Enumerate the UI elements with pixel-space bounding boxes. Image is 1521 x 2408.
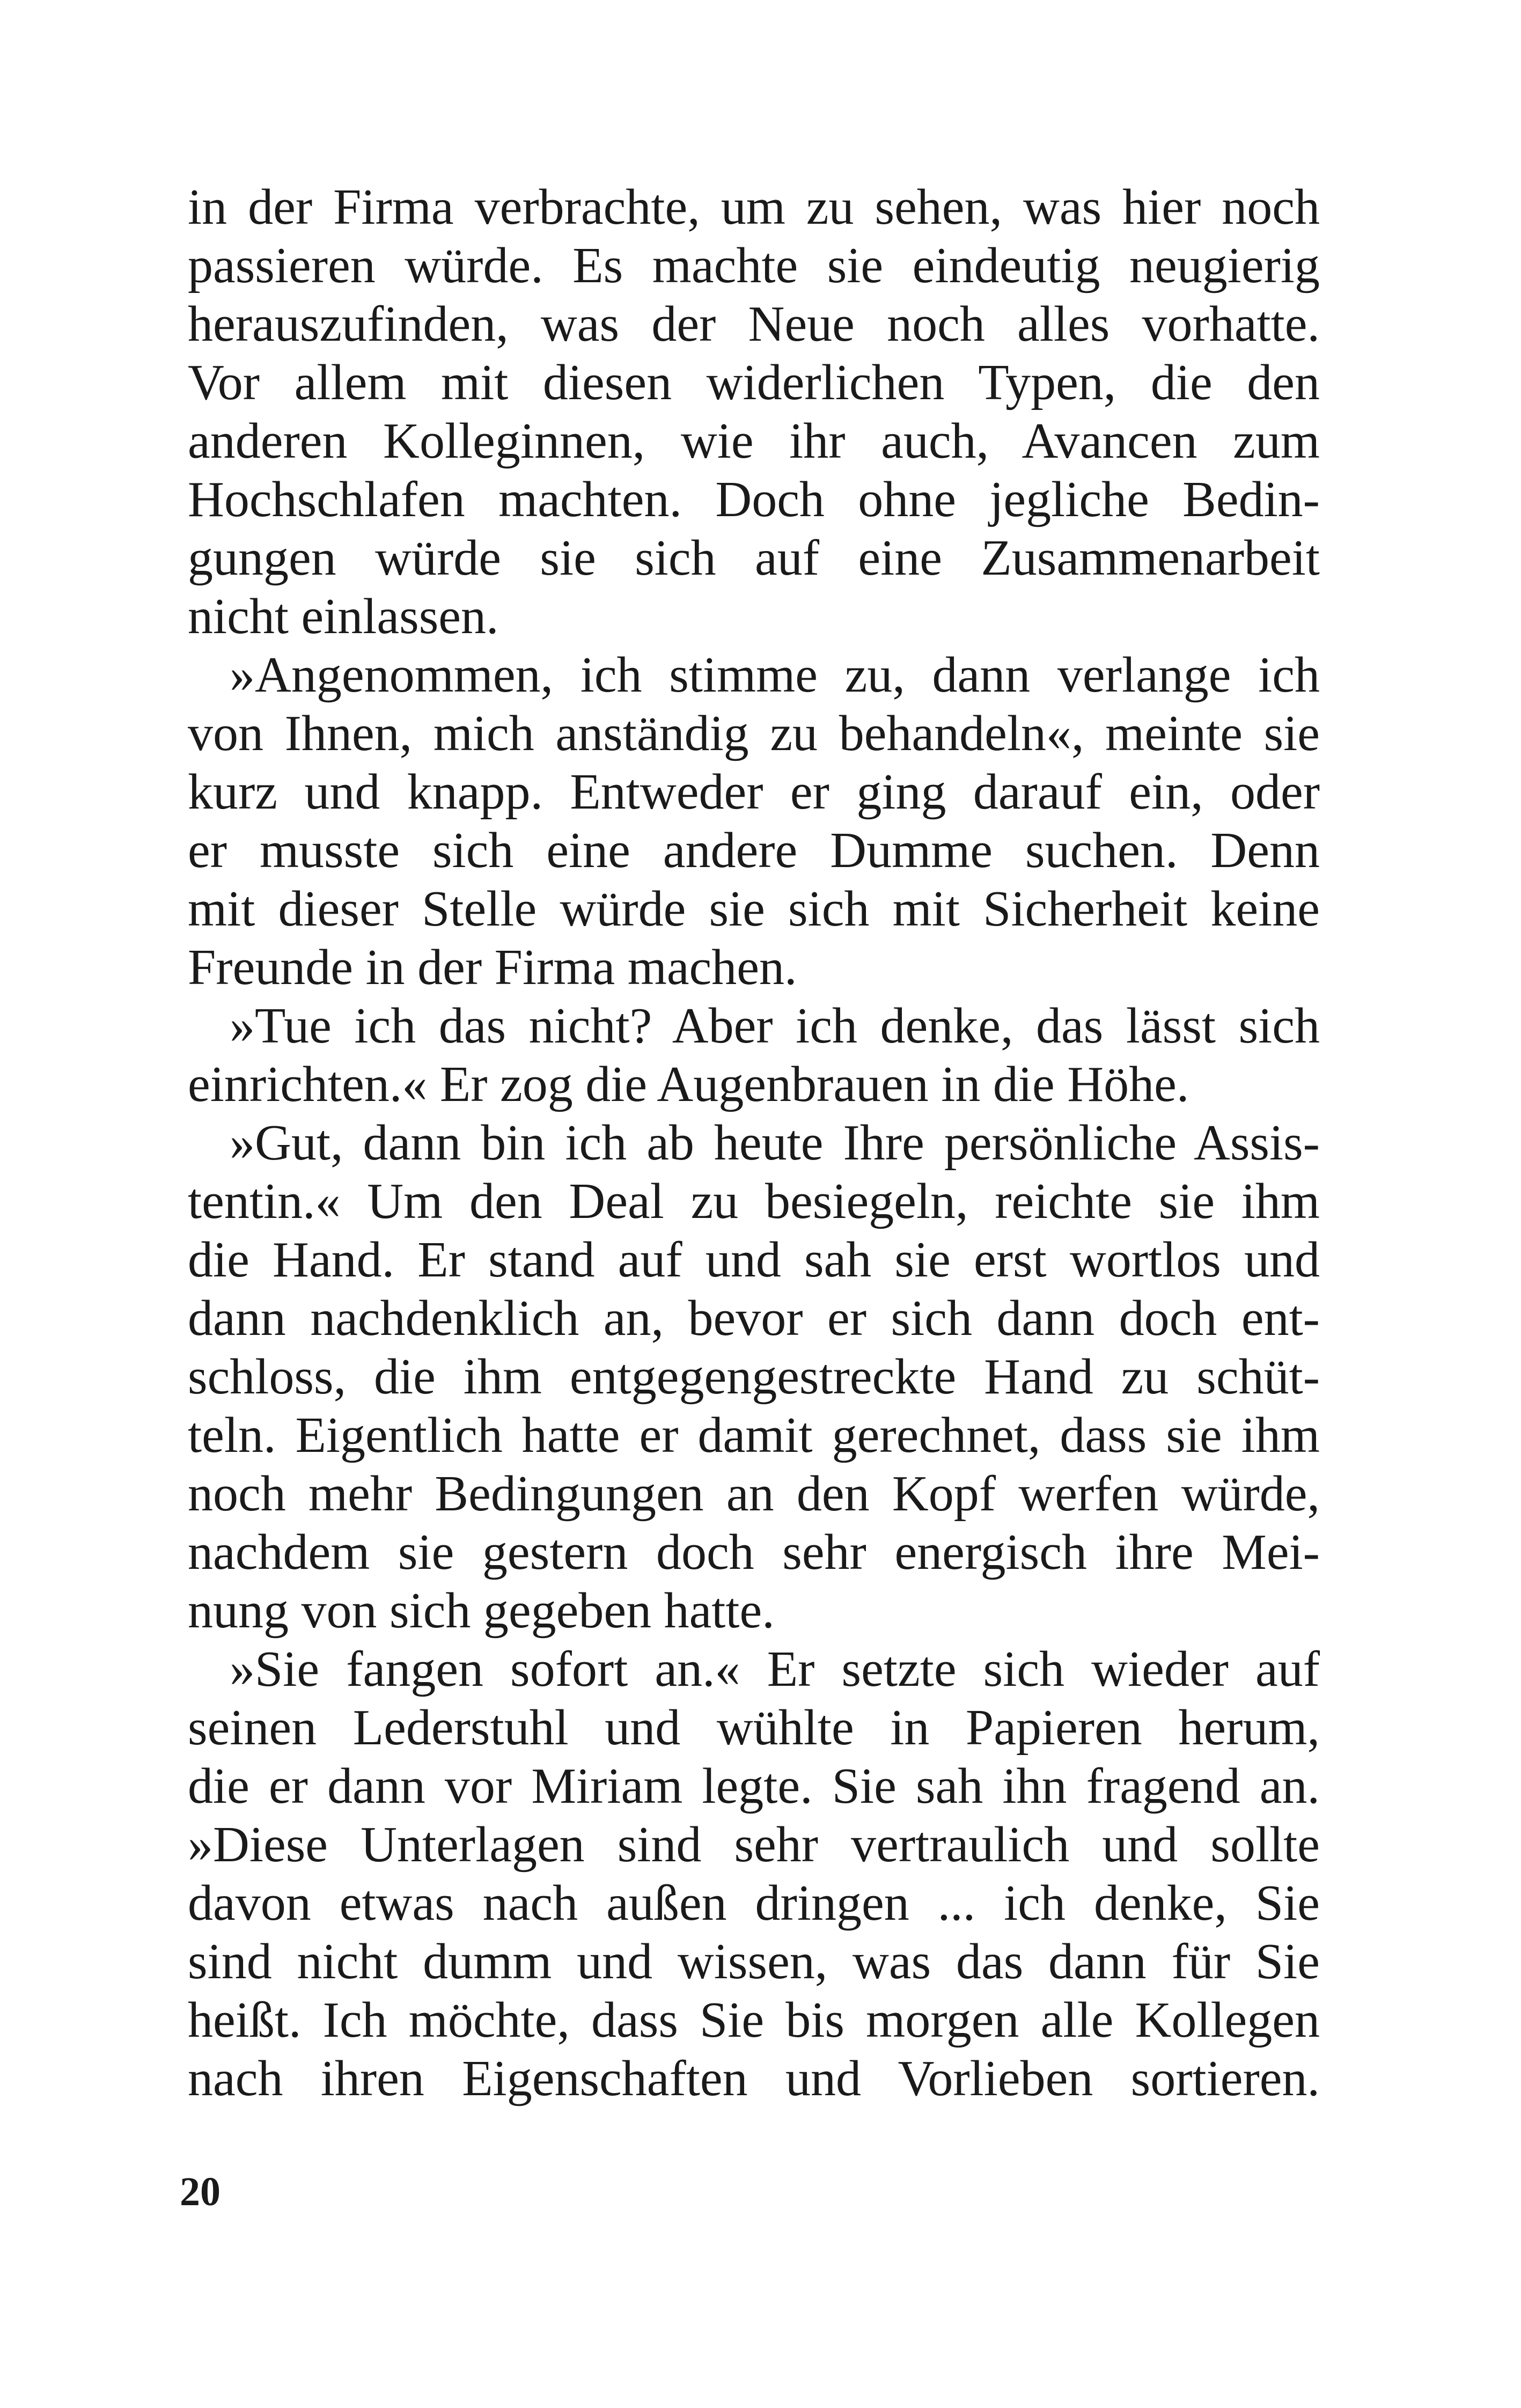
text-line: nung von sich gegeben hatte. [188,1583,775,1639]
text-line: schloss, die ihm entgegengestreckte Hand zu schüt- [188,1349,1320,1405]
text-line: die er dann vor Miriam legte. Sie sah ihn fragend an. [188,1758,1320,1814]
text-line: in der Firma verbrachte, um zu sehen, was hier noch [188,179,1320,235]
text-line: Hochschlafen machten. Doch ohne jegliche Bedin- [188,472,1320,527]
text-line: gungen würde sie sich auf eine Zusammenarbeit [188,530,1320,586]
text-line: nachdem sie gestern doch sehr energisch ihre Mei- [188,1524,1320,1580]
text-line: sind nicht dumm und wissen, was das dann für Sie [188,1934,1320,1989]
text-line: tentin.« Um den Deal zu besiegeln, reichte sie ihm [188,1173,1320,1229]
text-line: herauszufinden, was der Neue noch alles vorhatte. [188,296,1320,352]
text-line: seinen Lederstuhl und wühlte in Papieren herum, [188,1700,1320,1756]
text-line: die Hand. Er stand auf und sah sie erst wortlos und [188,1232,1320,1288]
text-line: »Tue ich das nicht? Aber ich denke, das lässt sich [230,998,1320,1054]
text-line: dann nachdenklich an, bevor er sich dann doch ent- [188,1290,1320,1346]
text-line: »Gut, dann bin ich ab heute Ihre persönliche Assis- [230,1115,1320,1171]
text-line: einrichten.« Er zog die Augenbrauen in die Höhe. [188,1056,1189,1112]
text-line: teln. Eigentlich hatte er damit gerechnet, dass sie ihm [188,1407,1320,1463]
body-text [188,178,1320,2108]
text-line: noch mehr Bedingungen an den Kopf werfen würde, [188,1466,1320,1522]
text-line: kurz und knapp. Entweder er ging darauf ein, oder [188,764,1320,820]
text-line: er musste sich eine andere Dumme suchen. Denn [188,823,1320,878]
text-line: Vor allem mit diesen widerlichen Typen, die den [188,355,1320,410]
text-line: von Ihnen, mich anständig zu behandeln«, meinte sie [188,706,1320,761]
text-line: passieren würde. Es machte sie eindeutig neugierig [188,238,1320,293]
text-line: heißt. Ich möchte, dass Sie bis morgen alle Kollegen [188,1992,1320,2048]
text-line: Freunde in der Firma machen. [188,939,797,995]
text-line: »Sie fangen sofort an.« Er setzte sich wieder auf [230,1641,1320,1697]
text-line: »Diese Unterlagen sind sehr vertraulich und sollte [188,1817,1320,1873]
text-line: anderen Kolleginnen, wie ihr auch, Avancen zum [188,413,1320,469]
text-line: »Angenommen, ich stimme zu, dann verlange ich [230,647,1320,703]
text-line: nach ihren Eigenschaften und Vorlieben sortieren. [188,2051,1320,2106]
text-line: nicht einlassen. [188,589,499,644]
page-number: 20 [180,2169,221,2214]
text-line: davon etwas nach außen dringen ... ich denke, Sie [188,1875,1320,1931]
text-line: mit dieser Stelle würde sie sich mit Sicherheit keine [188,881,1320,937]
